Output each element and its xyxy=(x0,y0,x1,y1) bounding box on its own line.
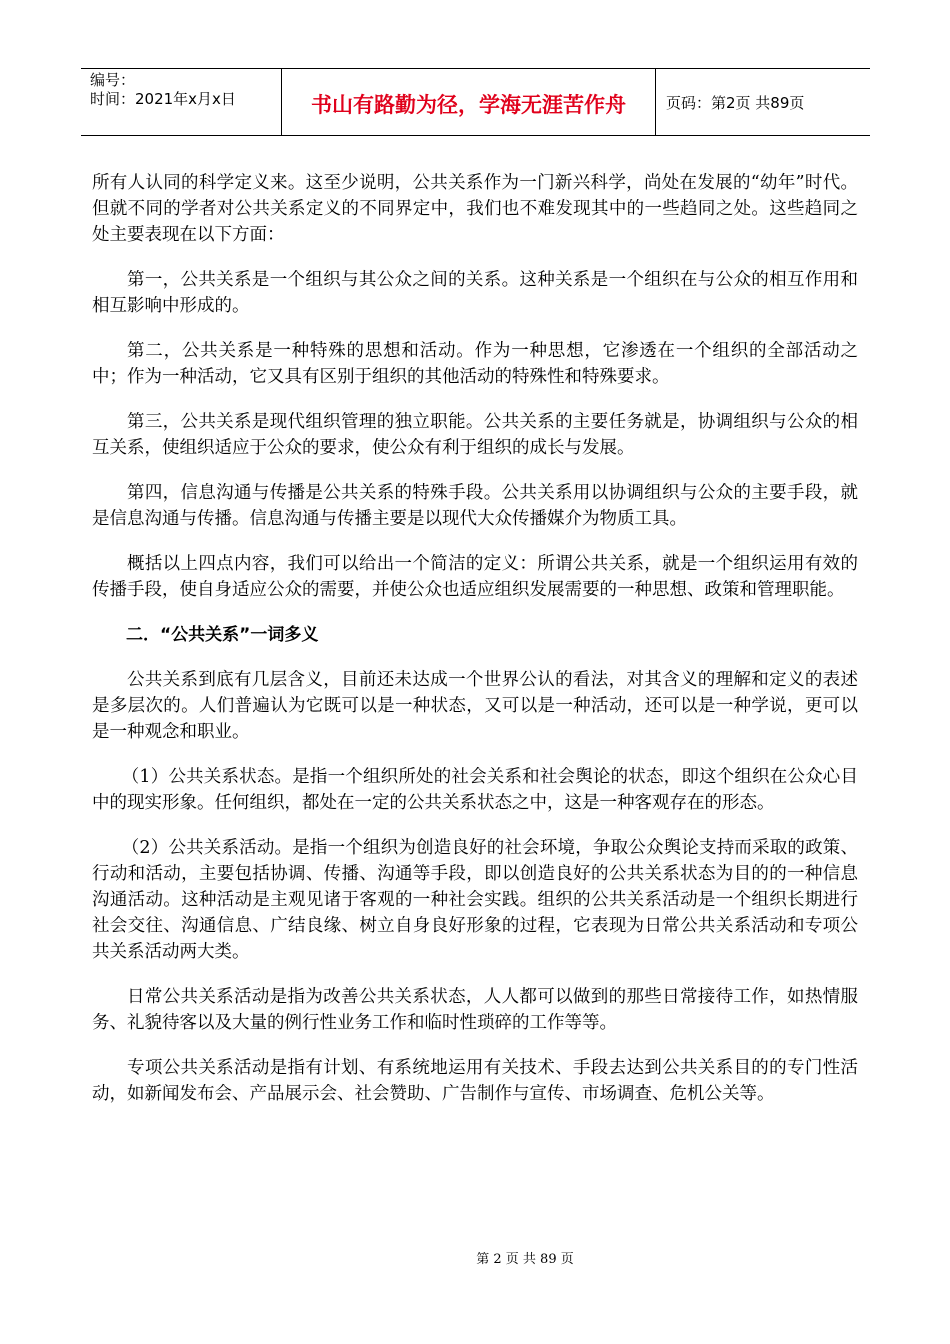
code-label: 编号： xyxy=(90,71,136,89)
header-meta xyxy=(81,69,282,135)
section-heading: 二．“公共关系”一词多义 xyxy=(126,625,319,645)
paragraph: 第四，信息沟通与传播是公共关系的特殊手段。公共关系用以协调组织与公众的主要手段，就是信息沟通与传播。信息沟通与传播主要是以现代大众传播媒介为物质工具。 xyxy=(92,483,858,529)
paragraph: 专项公共关系活动是指有计划、有系统地运用有关技术、手段去达到公共关系目的的专门性活动，如新闻发布会、产品展示会、社会赞助、广告制作与宣传、市场调查、危机公关等。 xyxy=(92,1058,858,1104)
paragraph: （2）公共关系活动。是指一个组织为创造良好的社会环境，争取公众舆论支持而采取的政策、行动和活动，主要包括协调、传播、沟通等手段，即以创造良好的公共关系状态为目的的一种信息沟通活动。这种活动是主观见诸于客观的一种社会实践。组织的公共关系活动是一个组织长期进行社会交往、沟通信息、广结良缘、树立自身良好形象的过程，它表现为日常公共关系活动和专项公共关系活动两大类。 xyxy=(92,838,858,962)
paragraph: 公共关系到底有几层含义，目前还未达成一个世界公认的看法，对其含义的理解和定义的表述是多层次的。人们普遍认为它既可以是一种状态，又可以是一种活动，还可以是一种学说，更可以是一种观念和职业。 xyxy=(92,670,858,742)
date-label: 时间：2021年x月x日 xyxy=(90,90,236,108)
document-body xyxy=(92,170,858,1126)
page-header xyxy=(81,68,870,136)
header-motto: 书山有路勤为径，学海无涯苦作舟 xyxy=(282,69,656,135)
paragraph: 第三，公共关系是现代组织管理的独立职能。公共关系的主要任务就是，协调组织与公众的相互关系，使组织适应于公众的要求，使公众有利于组织的成长与发展。 xyxy=(92,412,858,458)
page-footer: 第 2 页 共 89 页 xyxy=(476,1252,574,1267)
paragraph: （1）公共关系状态。是指一个组织所处的社会关系和社会舆论的状态，即这个组织在公众心目中的现实形象。任何组织，都处在一定的公共关系状态之中，这是一种客观存在的形态。 xyxy=(92,767,858,813)
paragraph: 日常公共关系活动是指为改善公共关系状态，人人都可以做到的那些日常接待工作，如热情服务、礼貌待客以及大量的例行性业务工作和临时性琐碎的工作等等。 xyxy=(92,987,858,1033)
header-page-info: 页码：第2页 共89页 xyxy=(666,93,805,112)
paragraph: 第二，公共关系是一种特殊的思想和活动。作为一种思想，它渗透在一个组织的全部活动之中；作为一种活动，它又具有区别于组织的其他活动的特殊性和特殊要求。 xyxy=(92,341,858,387)
paragraph: 第一，公共关系是一个组织与其公众之间的关系。这种关系是一个组织在与公众的相互作用和相互影响中形成的。 xyxy=(92,270,858,316)
paragraph: 所有人认同的科学定义来。这至少说明，公共关系作为一门新兴科学，尚处在发展的“幼年”时代。但就不同的学者对公共关系定义的不同界定中，我们也不难发现其中的一些趋同之处。这些趋同之处主要表现在以下方面： xyxy=(92,173,858,245)
paragraph: 概括以上四点内容，我们可以给出一个简洁的定义：所谓公共关系，就是一个组织运用有效的传播手段，使自身适应公众的需要，并使公众也适应组织发展需要的一种思想、政策和管理职能。 xyxy=(92,554,858,600)
